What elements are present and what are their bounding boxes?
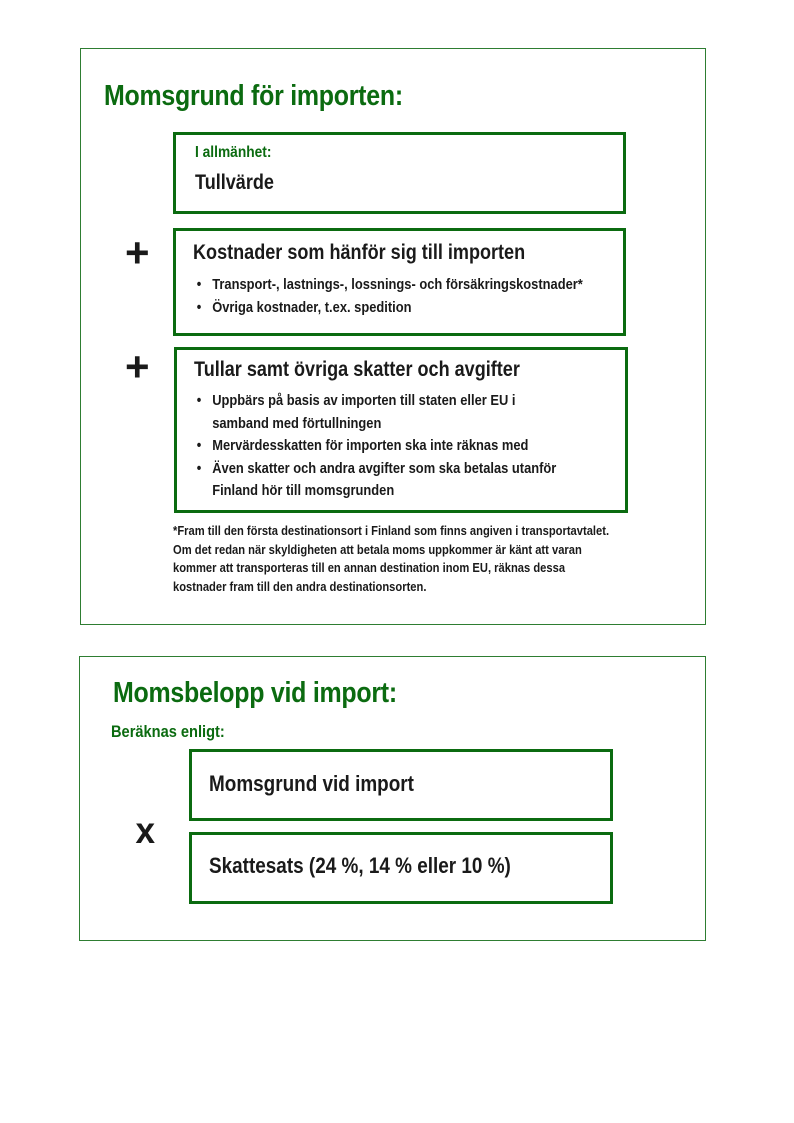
bullet-text: Mervärdesskatten för importen ska inte räknas med [212,437,529,454]
plus-icon: + [125,343,150,390]
import-costs-list [195,274,583,319]
footnote-line: Om det redan när skyldigheten att betala moms uppkommer är känt att varan [173,541,582,557]
bullet-text: Uppbärs på basis av importen till staten eller EU i [212,392,516,409]
duties-taxes-heading: Tullar samt övriga skatter och avgifter [194,358,520,381]
bullet-text: Övriga kostnader, t.ex. spedition [212,298,412,316]
plus-icon: + [125,229,150,276]
duties-taxes-list [195,390,556,503]
vat-amount-title: Momsbelopp vid import: [113,677,397,709]
list-item: • Uppbärs på basis av importen till staten eller EU i samband med förtullningen [196,392,516,432]
multiply-icon: x [135,810,156,851]
list-item: • Även skatter och andra avgifter som ska betalas utanför Finland hör till momsgrunden [196,459,557,499]
tax-rate-text: Skattesats (24 %, 14 % eller 10 %) [209,853,511,878]
bullet-text: Transport-, lastnings-, lossnings- och försäkringskostnader* [212,276,583,293]
general-label: I allmänhet: [195,144,272,161]
calculated-as-label: Beräknas enligt: [111,722,225,741]
list-item: • Mervärdesskatten för importen ska inte räknas med [196,437,529,454]
list-item: • Transport-, lastnings-, lossnings- och försäkringskostnader* [196,276,583,293]
list-item: • Övriga kostnader, t.ex. spedition [196,298,412,316]
footnote-line: kostnader fram till den andra destinationsorten. [173,579,427,595]
footnote-line: *Fram till den första destinationsort i Finland som finns angiven i transportavtalet. [173,523,610,538]
import-tax-base-text: Momsgrund vid import [209,771,414,796]
bullet-text: Även skatter och andra avgifter som ska betalas utanför [212,459,557,477]
tax-base-title: Momsgrund för importen: [104,80,403,112]
bullet-text: samband med förtullningen [212,414,382,432]
bullet-text: Finland hör till momsgrunden [212,482,395,499]
customs-value-text: Tullvärde [195,171,274,194]
footnote-line: kommer att transporteras till en annan destination inom EU, räknas dessa [173,560,566,576]
footnote [173,522,609,597]
import-costs-heading: Kostnader som hänför sig till importen [193,241,526,264]
